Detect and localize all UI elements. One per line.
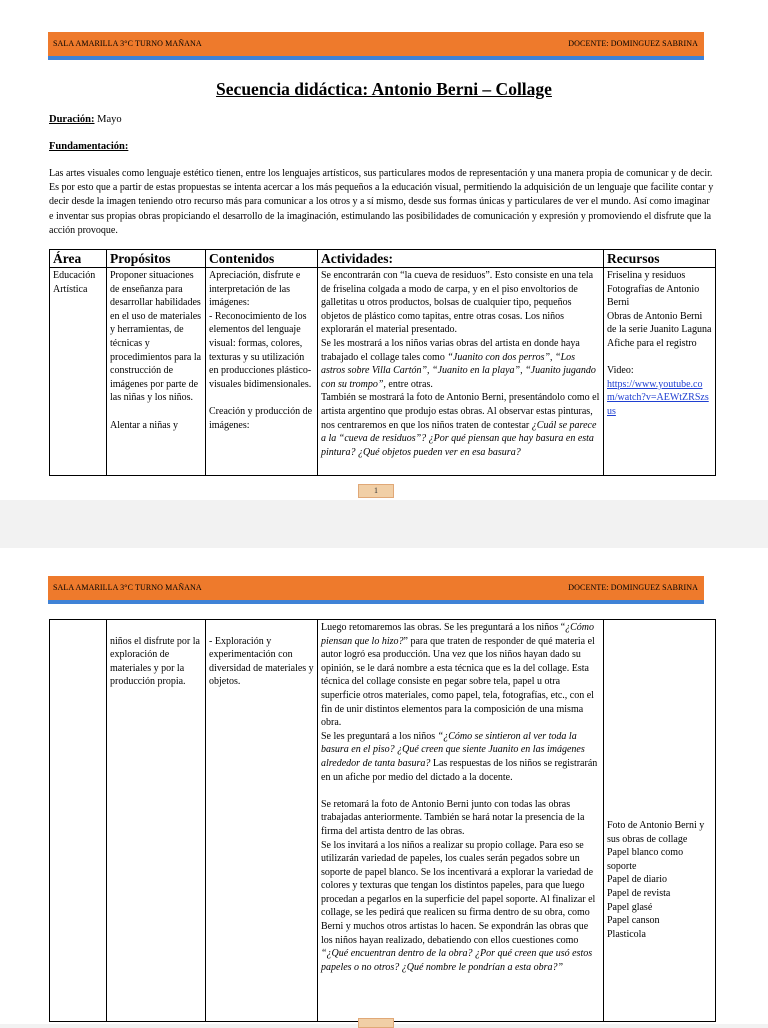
header-band xyxy=(48,576,704,604)
cell-area xyxy=(50,620,107,1022)
sequence-table xyxy=(49,249,716,476)
page-number: 1 xyxy=(358,484,394,498)
page-1 xyxy=(0,0,768,500)
cell-contenidos: - Exploración y experimentación con diversidad de materiales y objetos. xyxy=(206,620,318,1022)
header-area: Área xyxy=(50,250,107,268)
cell-propositos: Proponer situaciones de enseñanza para desarrollar habilidades en el uso de materiales y herramientas, de técnicas y procedimientos para la construcción de imágenes por parte de las niñas y los niños. Alentar a niñas y xyxy=(107,268,206,476)
header-right: DOCENTE: DOMINGUEZ SABRINA xyxy=(568,39,698,48)
header-recursos: Recursos xyxy=(604,250,716,268)
cell-recursos: Foto de Antonio Berni y sus obras de collage Papel blanco como soporte Papel de diario Papel de revista Papel glasé Papel canson Plasticola xyxy=(604,620,716,1022)
header-contenidos: Contenidos xyxy=(206,250,318,268)
header-propositos: Propósitos xyxy=(107,250,206,268)
page-2 xyxy=(0,548,768,1024)
duracion-label: Duración: xyxy=(49,114,95,125)
header-band xyxy=(48,32,704,60)
page-number-tab xyxy=(358,1018,394,1028)
cell-actividades: Luego retomaremos las obras. Se les preguntará a los niños “¿Cómo piensan que lo hizo?” para que traten de responder de qué materia el autor logró esa producción. Una vez que los niños hayan dado su opinión, se le dará nombre a esta técnica que es la del collage. Esta técnica del collage consiste en pegar sobre tela, papel u otra superficie otros materiales, como papel, tela, fotografías, etc., con el fin de unir distintos elementos para la composición de una misma obra. Se les preguntará a los niños “¿Cómo se sintieron al ver toda la basura en el piso? ¿Qué creen que siente Juanito en las imágenes alrededor de tanta basura? Las respuestas de los niños se registrarán en un afiche por medio del dictado a la docente. Se retomará la foto de Antonio Berni junto con todas las obras trabajadas anteriormente. También se hará notar la presencia de la firma del artista dentro de las obras. Se los invitará a los niños a realizar su propio collage. Para eso se utilizarán variedad de papeles, los cuales serán pegados sobre un soporte de papel blanco. Se los incentivará a explorar la variedad de colores y texturas que tengan los distintos papeles, para que luego procedan a pegarlos en la superficie del papel soporte. Al finalizar el collage, se les pedirá que realicen su firma dentro de su obra, como Berni y muchos otros artistas lo hacen. Se expondrán las obras que los niños hayan realizado, debatiendo con ellos cuestiones como “¿Qué encuentran dentro de la obra? ¿Por qué creen que usó estos papeles o no otros? ¿Qué nombre le pondrían a esta obra?” xyxy=(318,620,604,1022)
fundamentacion-label: Fundamentación: xyxy=(49,141,129,152)
cell-recursos: Friselina y residuos Fotografías de Antonio Berni Obras de Antonio Berni de la serie Juanito Laguna Afiche para el registro Video: https://www.youtube.com/watch?v=AEWtZRSzsus xyxy=(604,268,716,476)
cell-propositos: niños el disfrute por la exploración de materiales y por la producción propia. xyxy=(107,620,206,1022)
header-actividades: Actividades: xyxy=(318,250,604,268)
cell-area: Educación Artística xyxy=(50,268,107,476)
fundamentacion-text: Las artes visuales como lenguaje estético tienen, entre los lenguajes artísticos, sus particulares modos de representación y una manera propia de comunicar y de decir. Es por esto que a partir de estas propuestas se intenta acercar a los más pequeños a la educación visual, permitiendo la adquisición de un lenguaje que facilite contar y decir desde la imagen teniendo otro recurso más para comunicar a los otros y a sí mismo, desde sus formas únicas y particulares de ver el mundo. Así como imaginar e inventar sus propias obras propiciando el desarrollo de la imaginación, estimulando las posibilidades de comunicación y expresión y promoviendo el disfrute que la acción provoque. xyxy=(49,168,714,236)
sequence-table-continued xyxy=(49,619,716,1022)
duracion xyxy=(49,114,122,125)
cell-actividades: Se encontrarán con “la cueva de residuos”. Esto consiste en una tela de friselina colgada a modo de carpa, y en el piso envoltorios de galletitas u otros productos, bolsas de cualquier tipo, pequeños objetos de plástico como tapitas, entre otras cosas. Los niños explorarán el material presentado. Se les mostrará a los niños varias obras del artista en donde haya trabajado el collage tales como “Juanito con dos perros”, “Los astros sobre Villa Cartón”, “Juanito en la playa”, “Juanito jugando con su trompo”, entre otras. También se mostrará la foto de Antonio Berni, presentándolo como el artista argentino que produjo estas obras. Al observar estas pinturas, nos centraremos en que los niños traten de contestar ¿Cuál se parece a la “cueva de residuos”? ¿Por qué piensan que hay basura en esta pintura? ¿Qué objetos pueden ver en esa basura? xyxy=(318,268,604,476)
cell-contenidos: Apreciación, disfrute e interpretación de las imágenes: - Reconocimiento de los elementos del lenguaje visual: formas, colores, texturas y su utilización en producciones plástico-visuales bidimensionales. Creación y producción de imágenes: xyxy=(206,268,318,476)
duracion-value: Mayo xyxy=(94,114,122,125)
table-row xyxy=(50,268,716,476)
header-left: SALA AMARILLA 3°C TURNO MAÑANA xyxy=(53,583,202,592)
header-right: DOCENTE: DOMINGUEZ SABRINA xyxy=(568,583,698,592)
video-link[interactable]: https://www.youtube.com/watch?v=AEWtZRSzsus xyxy=(607,378,709,417)
table-header-row xyxy=(50,250,716,268)
header-left: SALA AMARILLA 3°C TURNO MAÑANA xyxy=(53,39,202,48)
document-title: Secuencia didáctica: Antonio Berni – Collage xyxy=(216,79,552,99)
table-row xyxy=(50,620,716,1022)
